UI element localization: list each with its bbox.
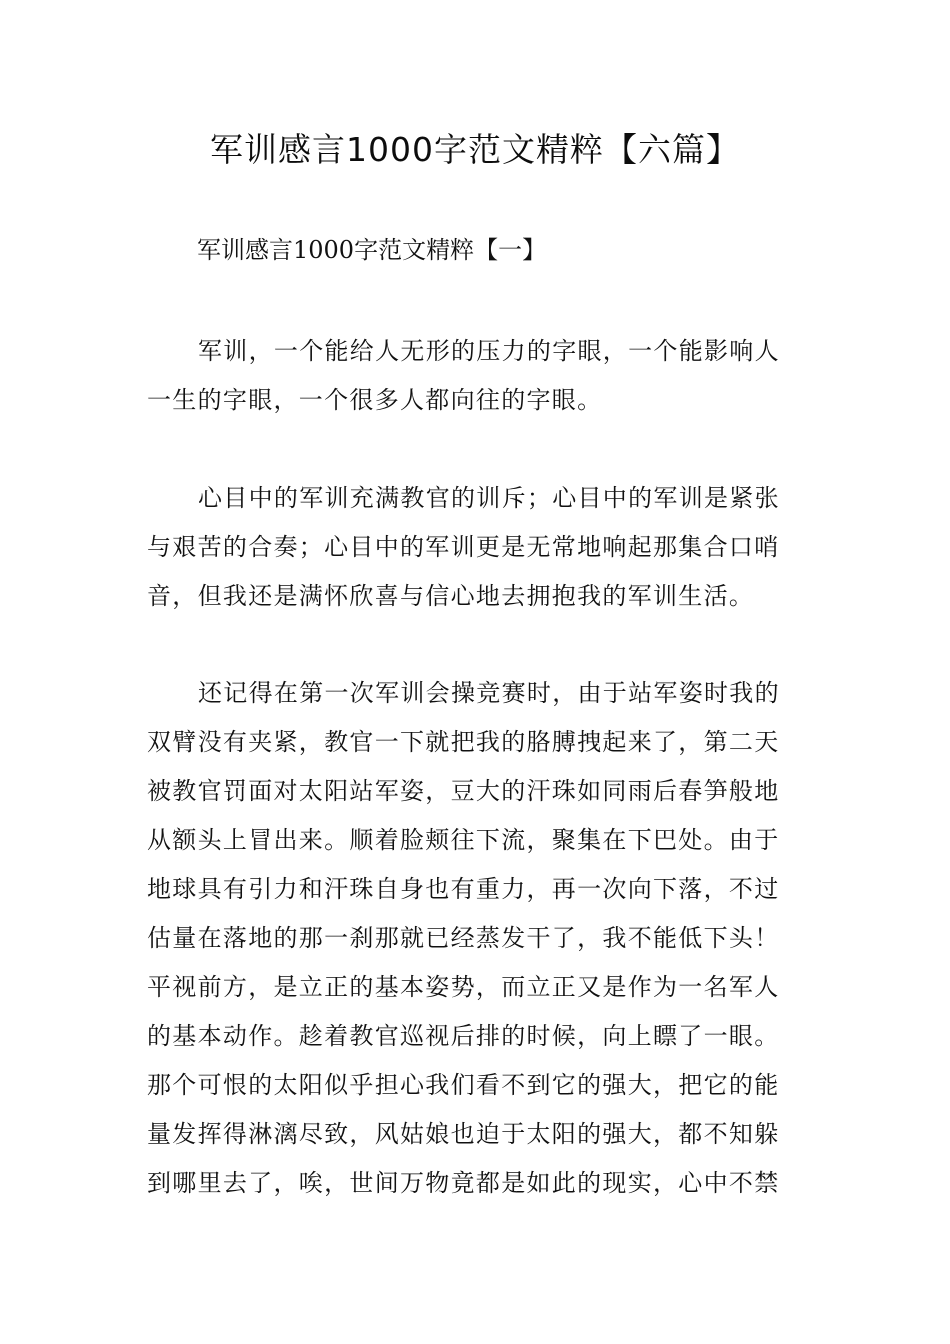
paragraph-line: 地球具有引力和汗珠自身也有重力，再一次向下落，不过 bbox=[147, 875, 780, 903]
paragraph-line: 双臂没有夹紧，教官一下就把我的胳膊拽起来了，第二天 bbox=[147, 728, 780, 756]
paragraph-line: 量发挥得淋漓尽致，风姑娘也迫于太阳的强大，都不知躲 bbox=[147, 1120, 780, 1148]
paragraph-3 bbox=[147, 669, 807, 1208]
paragraph-line: 估量在落地的那一刹那就已经蒸发干了，我不能低下头！ bbox=[147, 924, 780, 952]
paragraph-line: 军训，一个能给人无形的压力的字眼，一个能影响人 bbox=[198, 337, 780, 365]
paragraph-line: 一生的字眼，一个很多人都向往的字眼。 bbox=[147, 386, 603, 414]
section-heading: 军训感言1000字范文精粹【一】 bbox=[197, 236, 547, 264]
paragraph-line: 那个可恨的太阳似乎担心我们看不到它的强大，把它的能 bbox=[147, 1071, 780, 1099]
paragraph-1 bbox=[147, 327, 807, 425]
paragraph-line: 被教官罚面对太阳站军姿，豆大的汗珠如同雨后春笋般地 bbox=[147, 777, 780, 805]
paragraph-line: 到哪里去了，唉，世间万物竟都是如此的现实，心中不禁 bbox=[147, 1169, 780, 1197]
paragraph-line: 的基本动作。趁着教官巡视后排的时候，向上瞟了一眼。 bbox=[147, 1022, 780, 1050]
document-title: 军训感言1000字范文精粹【六篇】 bbox=[210, 130, 740, 169]
paragraph-line: 与艰苦的合奏；心目中的军训更是无常地响起那集合口哨 bbox=[147, 533, 780, 561]
paragraph-line: 心目中的军训充满教官的训斥；心目中的军训是紧张 bbox=[198, 484, 780, 512]
paragraph-2 bbox=[147, 474, 807, 621]
paragraph-line: 还记得在第一次军训会操竞赛时，由于站军姿时我的 bbox=[198, 679, 780, 707]
paragraph-line: 音，但我还是满怀欣喜与信心地去拥抱我的军训生活。 bbox=[147, 582, 755, 610]
paragraph-line: 平视前方，是立正的基本姿势，而立正又是作为一名军人 bbox=[147, 973, 780, 1001]
paragraph-line: 从额头上冒出来。顺着脸颊往下流，聚集在下巴处。由于 bbox=[147, 826, 780, 854]
